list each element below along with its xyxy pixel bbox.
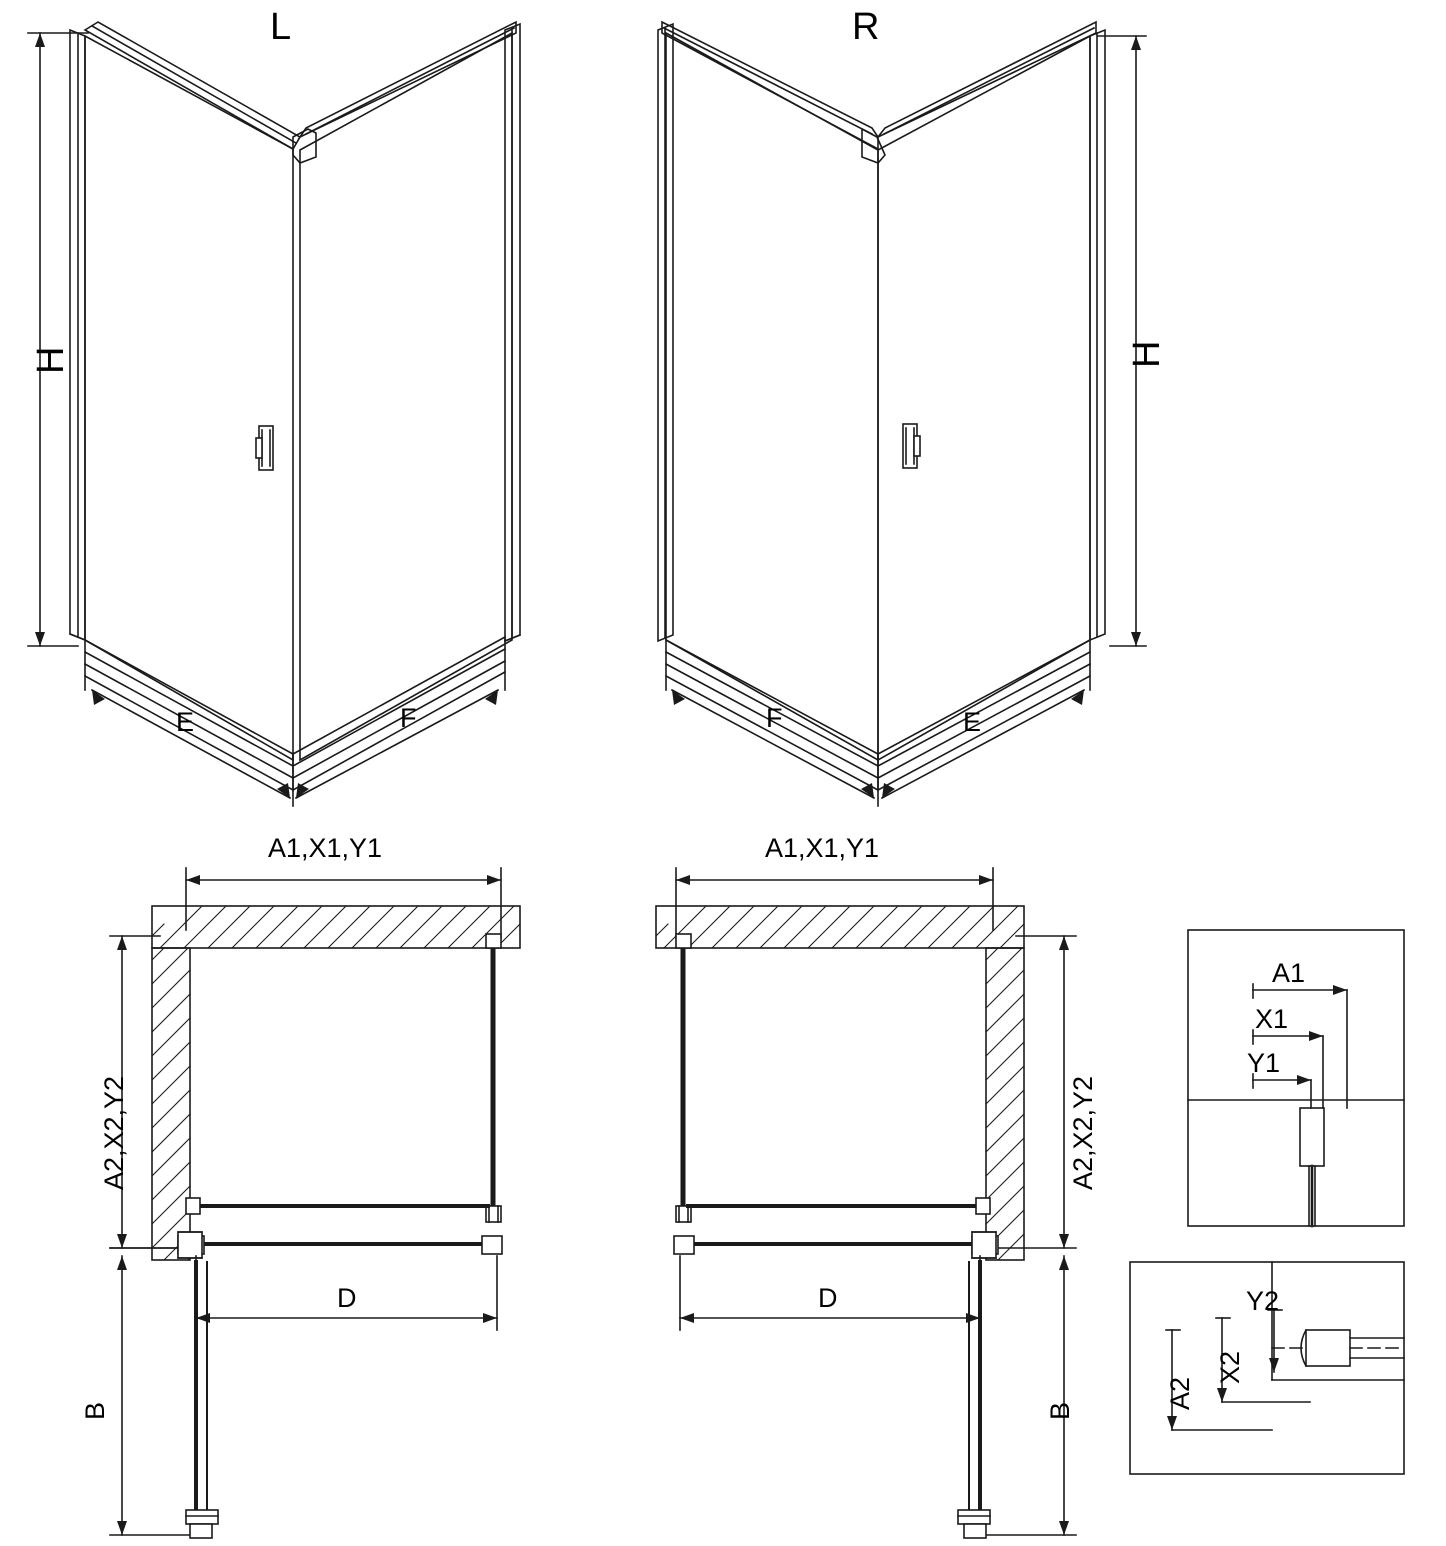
label-y2-detail: Y2 (1246, 1286, 1280, 1316)
label-a2-detail: A2 (1165, 1376, 1195, 1410)
label-f-right: F (766, 703, 783, 733)
label-h-left: H (30, 346, 72, 374)
iso-right-view (658, 22, 1146, 806)
label-x1-detail: X1 (1255, 1004, 1289, 1034)
label-f-left: F (400, 703, 417, 733)
plan-right-view (656, 868, 1076, 1538)
iso-left-view (28, 22, 520, 806)
label-a1x1y1-right: A1,X1,Y1 (765, 833, 880, 863)
label-variant-l: L (270, 6, 292, 48)
label-x2-detail: X2 (1215, 1350, 1245, 1384)
label-h-right: H (1126, 340, 1168, 368)
label-b-right: B (1045, 1401, 1075, 1420)
label-a1-detail: A1 (1272, 958, 1306, 988)
door-handle-left (256, 426, 273, 470)
label-a2x2y2-right: A2,X2,Y2 (1068, 1075, 1098, 1190)
label-y1-detail: Y1 (1247, 1048, 1281, 1078)
plan-left-view (110, 868, 520, 1538)
label-b-left: B (80, 1401, 110, 1420)
label-e-right: E (963, 707, 982, 737)
label-d-left: D (337, 1283, 357, 1313)
label-variant-r: R (852, 6, 880, 48)
door-handle-right (903, 424, 920, 468)
label-a2x2y2-left: A2,X2,Y2 (99, 1075, 129, 1190)
label-d-right: D (818, 1283, 838, 1313)
label-a1x1y1-left: A1,X1,Y1 (268, 833, 383, 863)
label-e-left: E (176, 707, 195, 737)
